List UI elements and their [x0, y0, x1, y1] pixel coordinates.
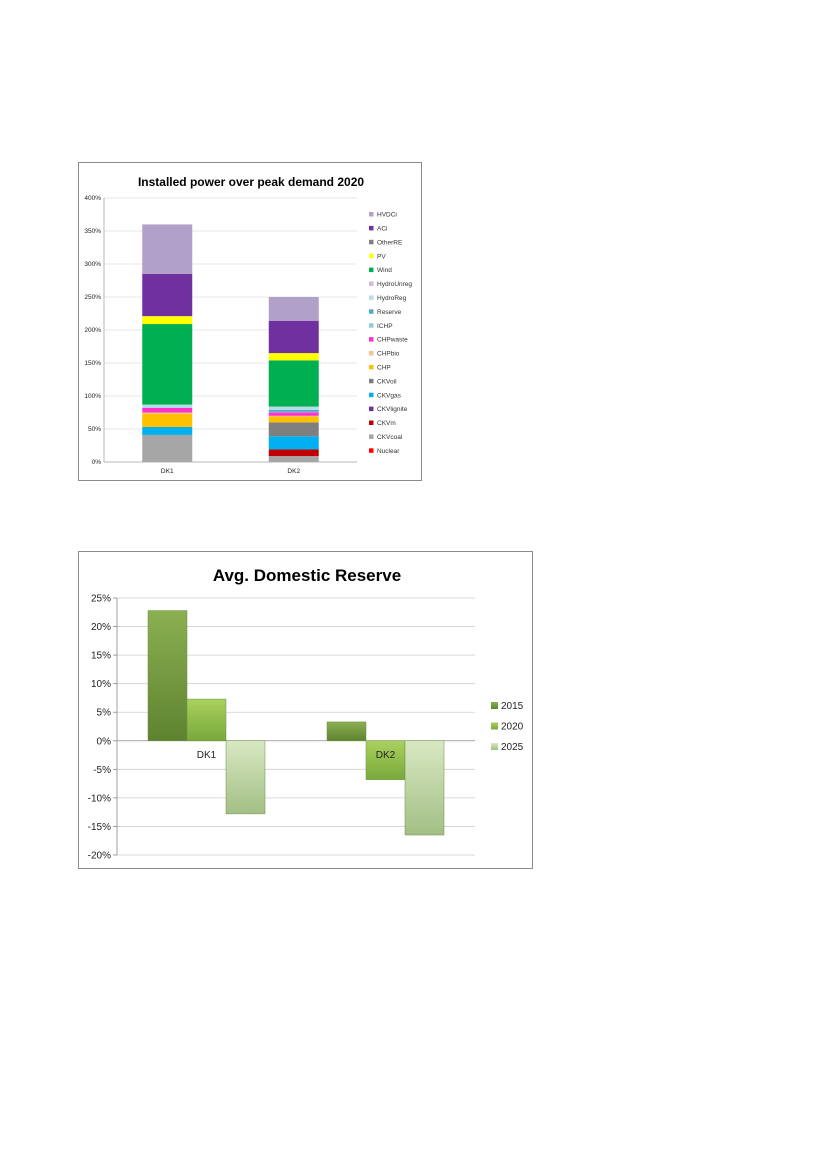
bar-segment-aci-dk2	[269, 321, 319, 353]
legend-label: HVDCi	[377, 211, 397, 219]
legend-swatch-ckvlignite	[369, 407, 374, 412]
legend-swatch-ichp	[369, 323, 374, 328]
bar-segment-chpbio-dk2	[269, 416, 319, 417]
legend-label: HydroUnreg	[377, 281, 413, 289]
legend-swatch-reserve	[369, 309, 374, 314]
y-tick-label: 100%	[84, 393, 101, 401]
legend-swatch-ckvcoal	[369, 434, 374, 439]
legend-label: Reserve	[377, 308, 402, 316]
domestic-reserve-chart-svg	[79, 552, 534, 870]
y-tick-label: -10%	[87, 793, 111, 805]
y-tick-label: 300%	[84, 261, 101, 269]
legend-label: CHPbio	[377, 350, 400, 358]
bar-segment-ckvgas-dk1	[142, 427, 192, 435]
legend-label: ACi	[377, 225, 388, 233]
y-tick-label: 50%	[87, 426, 101, 434]
bar-segment-ckvcoal-dk1	[142, 435, 192, 462]
bar-2015-dk2	[327, 722, 366, 741]
legend-swatch-hvdci	[369, 212, 374, 217]
legend-label: 2015	[501, 701, 524, 712]
legend-swatch-2015	[491, 702, 498, 709]
installed-power-chart	[78, 162, 422, 481]
bar-segment-ckvgas-dk2	[269, 436, 319, 449]
y-tick-label: 20%	[90, 622, 111, 634]
y-tick-label: 0%	[91, 459, 101, 467]
x-tick-label: DK2	[375, 749, 396, 761]
chart-title: Avg. Domestic Reserve	[212, 566, 402, 585]
y-tick-label: 400%	[84, 195, 101, 203]
bar-segment-ichp-dk1	[142, 407, 192, 408]
legend-label: CKVoil	[377, 378, 397, 386]
y-tick-label: 250%	[84, 294, 101, 302]
bar-segment-wind-dk2	[269, 360, 319, 406]
legend-swatch-2020	[491, 723, 498, 730]
x-tick-label: DK1	[196, 749, 217, 761]
y-tick-label: -5%	[93, 764, 111, 776]
legend-swatch-chp	[369, 365, 374, 370]
bar-segment-hydroreg-dk2	[269, 407, 319, 410]
bar-segment-ichp-dk2	[269, 412, 319, 413]
y-tick-label: 15%	[90, 650, 111, 662]
y-tick-label: 0%	[96, 736, 111, 748]
y-tick-label: -20%	[87, 850, 111, 862]
legend-label: 2020	[501, 721, 524, 733]
bar-segment-chpwaste-dk2	[269, 413, 319, 416]
y-tick-label: 25%	[90, 593, 111, 605]
y-tick-label: 150%	[84, 360, 101, 368]
bar-segment-pv-dk1	[142, 316, 192, 324]
legend-swatch-hydroreg	[369, 295, 374, 300]
legend-label: 2025	[501, 742, 524, 753]
legend-label: Nuclear	[377, 447, 400, 455]
legend-swatch-chpwaste	[369, 337, 374, 342]
legend-swatch-2025	[491, 743, 498, 750]
bar-segment-chpbio-dk1	[142, 413, 192, 414]
y-tick-label: -15%	[87, 821, 111, 833]
bar-segment-ckvm-dk2	[269, 449, 319, 456]
x-tick-label: DK1	[160, 468, 174, 475]
legend-label: CKVgas	[377, 392, 401, 400]
y-tick-label: 10%	[90, 679, 111, 691]
legend-swatch-chpbio	[369, 351, 374, 356]
y-tick-label: 5%	[96, 707, 111, 719]
bar-2015-dk1	[148, 611, 187, 741]
bar-2025-dk2	[405, 741, 444, 835]
legend-swatch-otherre	[369, 240, 374, 245]
installed-power-chart-svg	[79, 163, 423, 482]
legend-label: CHPwaste	[377, 336, 408, 344]
bar-segment-hvdci-dk1	[142, 224, 192, 274]
legend-swatch-hydrounreg	[369, 282, 374, 287]
bar-segment-chp-dk2	[269, 416, 319, 422]
bar-2025-dk1	[226, 741, 265, 814]
bar-segment-pv-dk2	[269, 353, 319, 360]
y-tick-label: 200%	[84, 327, 101, 335]
bar-segment-hydroreg-dk1	[142, 405, 192, 408]
bar-segment-hvdci-dk2	[269, 297, 319, 321]
legend-label: Wind	[377, 267, 392, 275]
legend-label: OtherRE	[377, 239, 403, 247]
x-tick-label: DK2	[287, 468, 301, 475]
domestic-reserve-chart	[78, 551, 533, 869]
chart-title: Installed power over peak demand 2020	[137, 175, 365, 189]
legend-swatch-aci	[369, 226, 374, 231]
legend-label: CKVm	[377, 420, 396, 428]
bar-segment-reserve-dk2	[269, 410, 319, 412]
legend-label: HydroReg	[377, 295, 407, 302]
bar-segment-chpwaste-dk1	[142, 408, 192, 413]
legend-label: CKVlignite	[377, 406, 408, 414]
bar-segment-ckvcoal-dk2	[269, 456, 319, 462]
legend-label: CKVcoal	[377, 434, 403, 441]
legend-label: CHP	[377, 364, 391, 372]
bar-2020-dk1	[187, 699, 226, 741]
bar-segment-chp-dk1	[142, 414, 192, 427]
legend-swatch-ckvgas	[369, 393, 374, 398]
legend-swatch-pv	[369, 254, 374, 259]
legend-swatch-nuclear	[369, 448, 374, 453]
bar-segment-aci-dk1	[142, 274, 192, 316]
bar-segment-wind-dk1	[142, 324, 192, 405]
legend-swatch-ckvm	[369, 421, 374, 426]
legend-label: ICHP	[377, 322, 393, 330]
bar-segment-ckvoil-dk2	[269, 422, 319, 436]
legend-label: PV	[377, 253, 386, 261]
legend-swatch-wind	[369, 268, 374, 273]
y-tick-label: 350%	[84, 228, 101, 236]
legend-swatch-ckvoil	[369, 379, 374, 384]
